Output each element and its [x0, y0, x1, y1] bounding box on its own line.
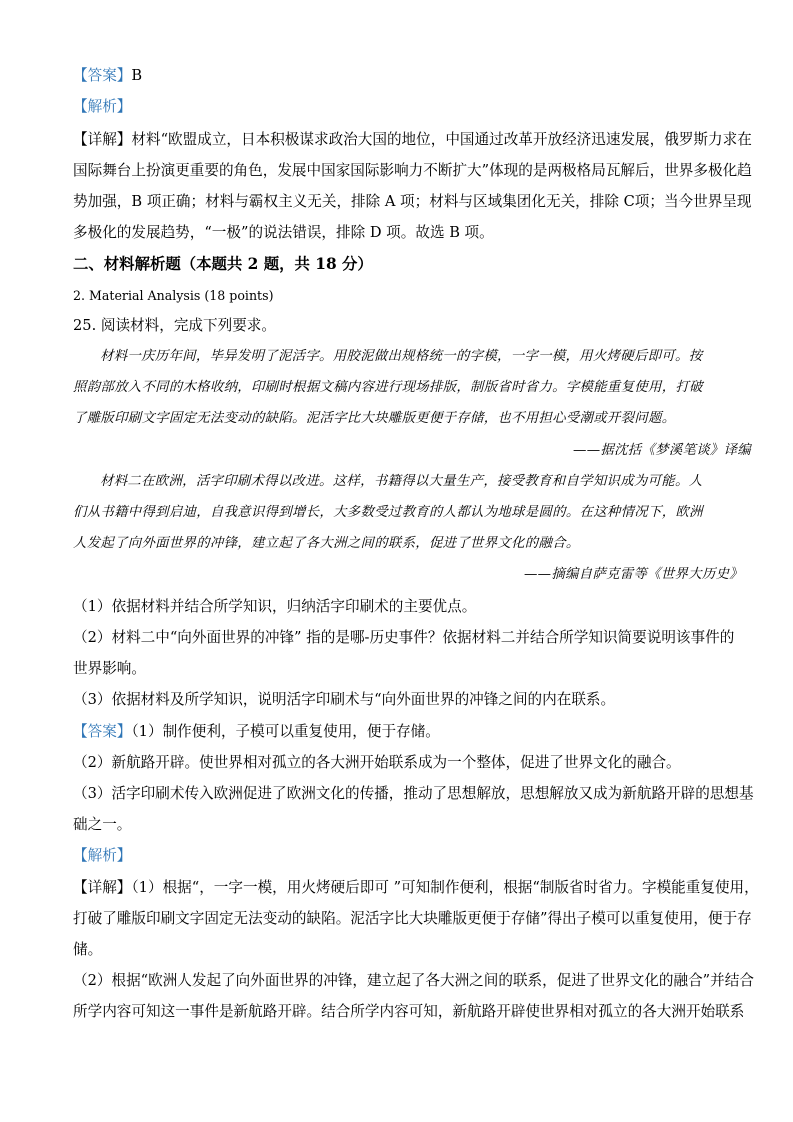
q25-answer-line: （3）活字印刷术传入欧洲促进了欧洲文化的传播，推动了思想解放，思想解放又成为新航路开辟的思想基 [73, 785, 754, 802]
sub-question: （1）依据材料并结合所学知识，归纳活字印刷术的主要优点。 [73, 598, 477, 615]
q24-detail-line: 多极化的发展趋势，“一极”的说法错误，排除 D 项。故选 B 项。 [73, 224, 494, 241]
analysis-label: 【解析】 [73, 847, 132, 864]
q25-detail-line: 【详解】（1）根据“，一字一模，用火烤硬后即可 ”可知制作便利，根据“制版省时省力。字模能重复使用， [73, 879, 759, 896]
material1-source: ——据沈括《梦溪笔谈》译编 [573, 443, 751, 458]
material2-line: 人发起了向外面世界的冲锋，建立起了各大洲之间的联系，促进了世界文化的融合。 [73, 536, 580, 551]
q25-detail-line: 打破了雕版印刷文字固定无法变动的缺陷。泥活字比大块雕版更便于存储”得出子模可以重复使用，便于存 [73, 910, 752, 927]
q25-answer-line: 【答案】（1）制作便利，子模可以重复使用，便于存储。 [73, 723, 440, 740]
q24-detail-line: 势加强，B 项正确；材料与霸权主义无关，排除 A 项；材料与区域集团化无关，排除 C项；当今世界呈现 [73, 193, 752, 210]
analysis-label: 【解析】 [73, 98, 132, 115]
material2-line: 们从书籍中得到启迪，自我意识得到增长，大多数受过教育的人都认为地球是圆的。在这种情况下，欧洲 [73, 505, 703, 520]
sub-question: （3）依据材料及所学知识，说明活字印刷术与“向外面世界的冲锋之间的内在联系。 [73, 691, 616, 708]
material2-source: ——摘编自萨克雷等《世界大历史》 [523, 567, 743, 582]
material1-line: 材料一庆历年间，毕异发明了泥活字。用胶泥做出规格统一的字模，一字一模，用火烤硬后即可。按 [100, 349, 703, 364]
detail-label: 【详解】 [73, 131, 132, 148]
answer-value: B [131, 67, 143, 84]
sub-question: （2）材料二中“向外面世界的冲锋” 指的是哪-历史事件？依据材料二并结合所学知识简要说明该事件的 [73, 629, 735, 646]
q25-detail-line: （2）根据“欧洲人发起了向外面世界的冲锋，建立起了各大洲之间的联系，促进了世界文化的融合”并结合 [73, 972, 754, 989]
answer-label: 【答案】 [73, 67, 132, 84]
material1-line: 了雕版印刷文字固定无法变动的缺陷。泥活字比大块雕版更便于存储，也不用担心受潮或开裂问题。 [73, 411, 676, 426]
q25-detail-line: 储。 [73, 941, 103, 958]
question-stem: 25. 阅读材料，完成下列要求。 [73, 317, 276, 334]
q25-detail-line: 所学内容可知这一事件是新航路开辟。结合所学内容可知，新航路开辟使世界相对孤立的各大洲开始联系 [73, 1003, 745, 1020]
q25-answer-line: 础之一。 [73, 816, 132, 833]
q24-answer-line [73, 66, 142, 86]
material2-line: 材料二在欧洲，活字印刷术得以改进。这样，书籍得以大量生产，接受教育和自学知识成为可能。人 [100, 474, 703, 489]
section-title: 二、材料解析题（本题共 2 题，共 18 分） [73, 255, 373, 273]
q24-detail-line: 【详解】材料“欧盟成立，日本积极谋求政治大国的地位，中国通过改革开放经济迅速发展，俄罗斯力求在 [73, 131, 752, 148]
material1-line: 照韵部放入不同的木格收纳，印刷时根据文稿内容进行现场排版，制版省时省力。字模能重复使用，打破 [73, 380, 703, 395]
q24-detail-line: 国际舞台上扮演更重要的角色，发展中国家国际影响力不断扩大”体现的是两极格局瓦解后，世界多极化趋 [73, 162, 752, 179]
q25-answer-line: （2）新航路开辟。使世界相对孤立的各大洲开始联系成为一个整体，促进了世界文化的融合。 [73, 754, 681, 771]
answer-label: 【答案】 [73, 723, 132, 740]
detail-label: 【详解】 [73, 879, 132, 896]
sub-question: 世界影响。 [73, 660, 146, 677]
section-subtitle: 2. Material Analysis (18 points) [73, 288, 274, 303]
